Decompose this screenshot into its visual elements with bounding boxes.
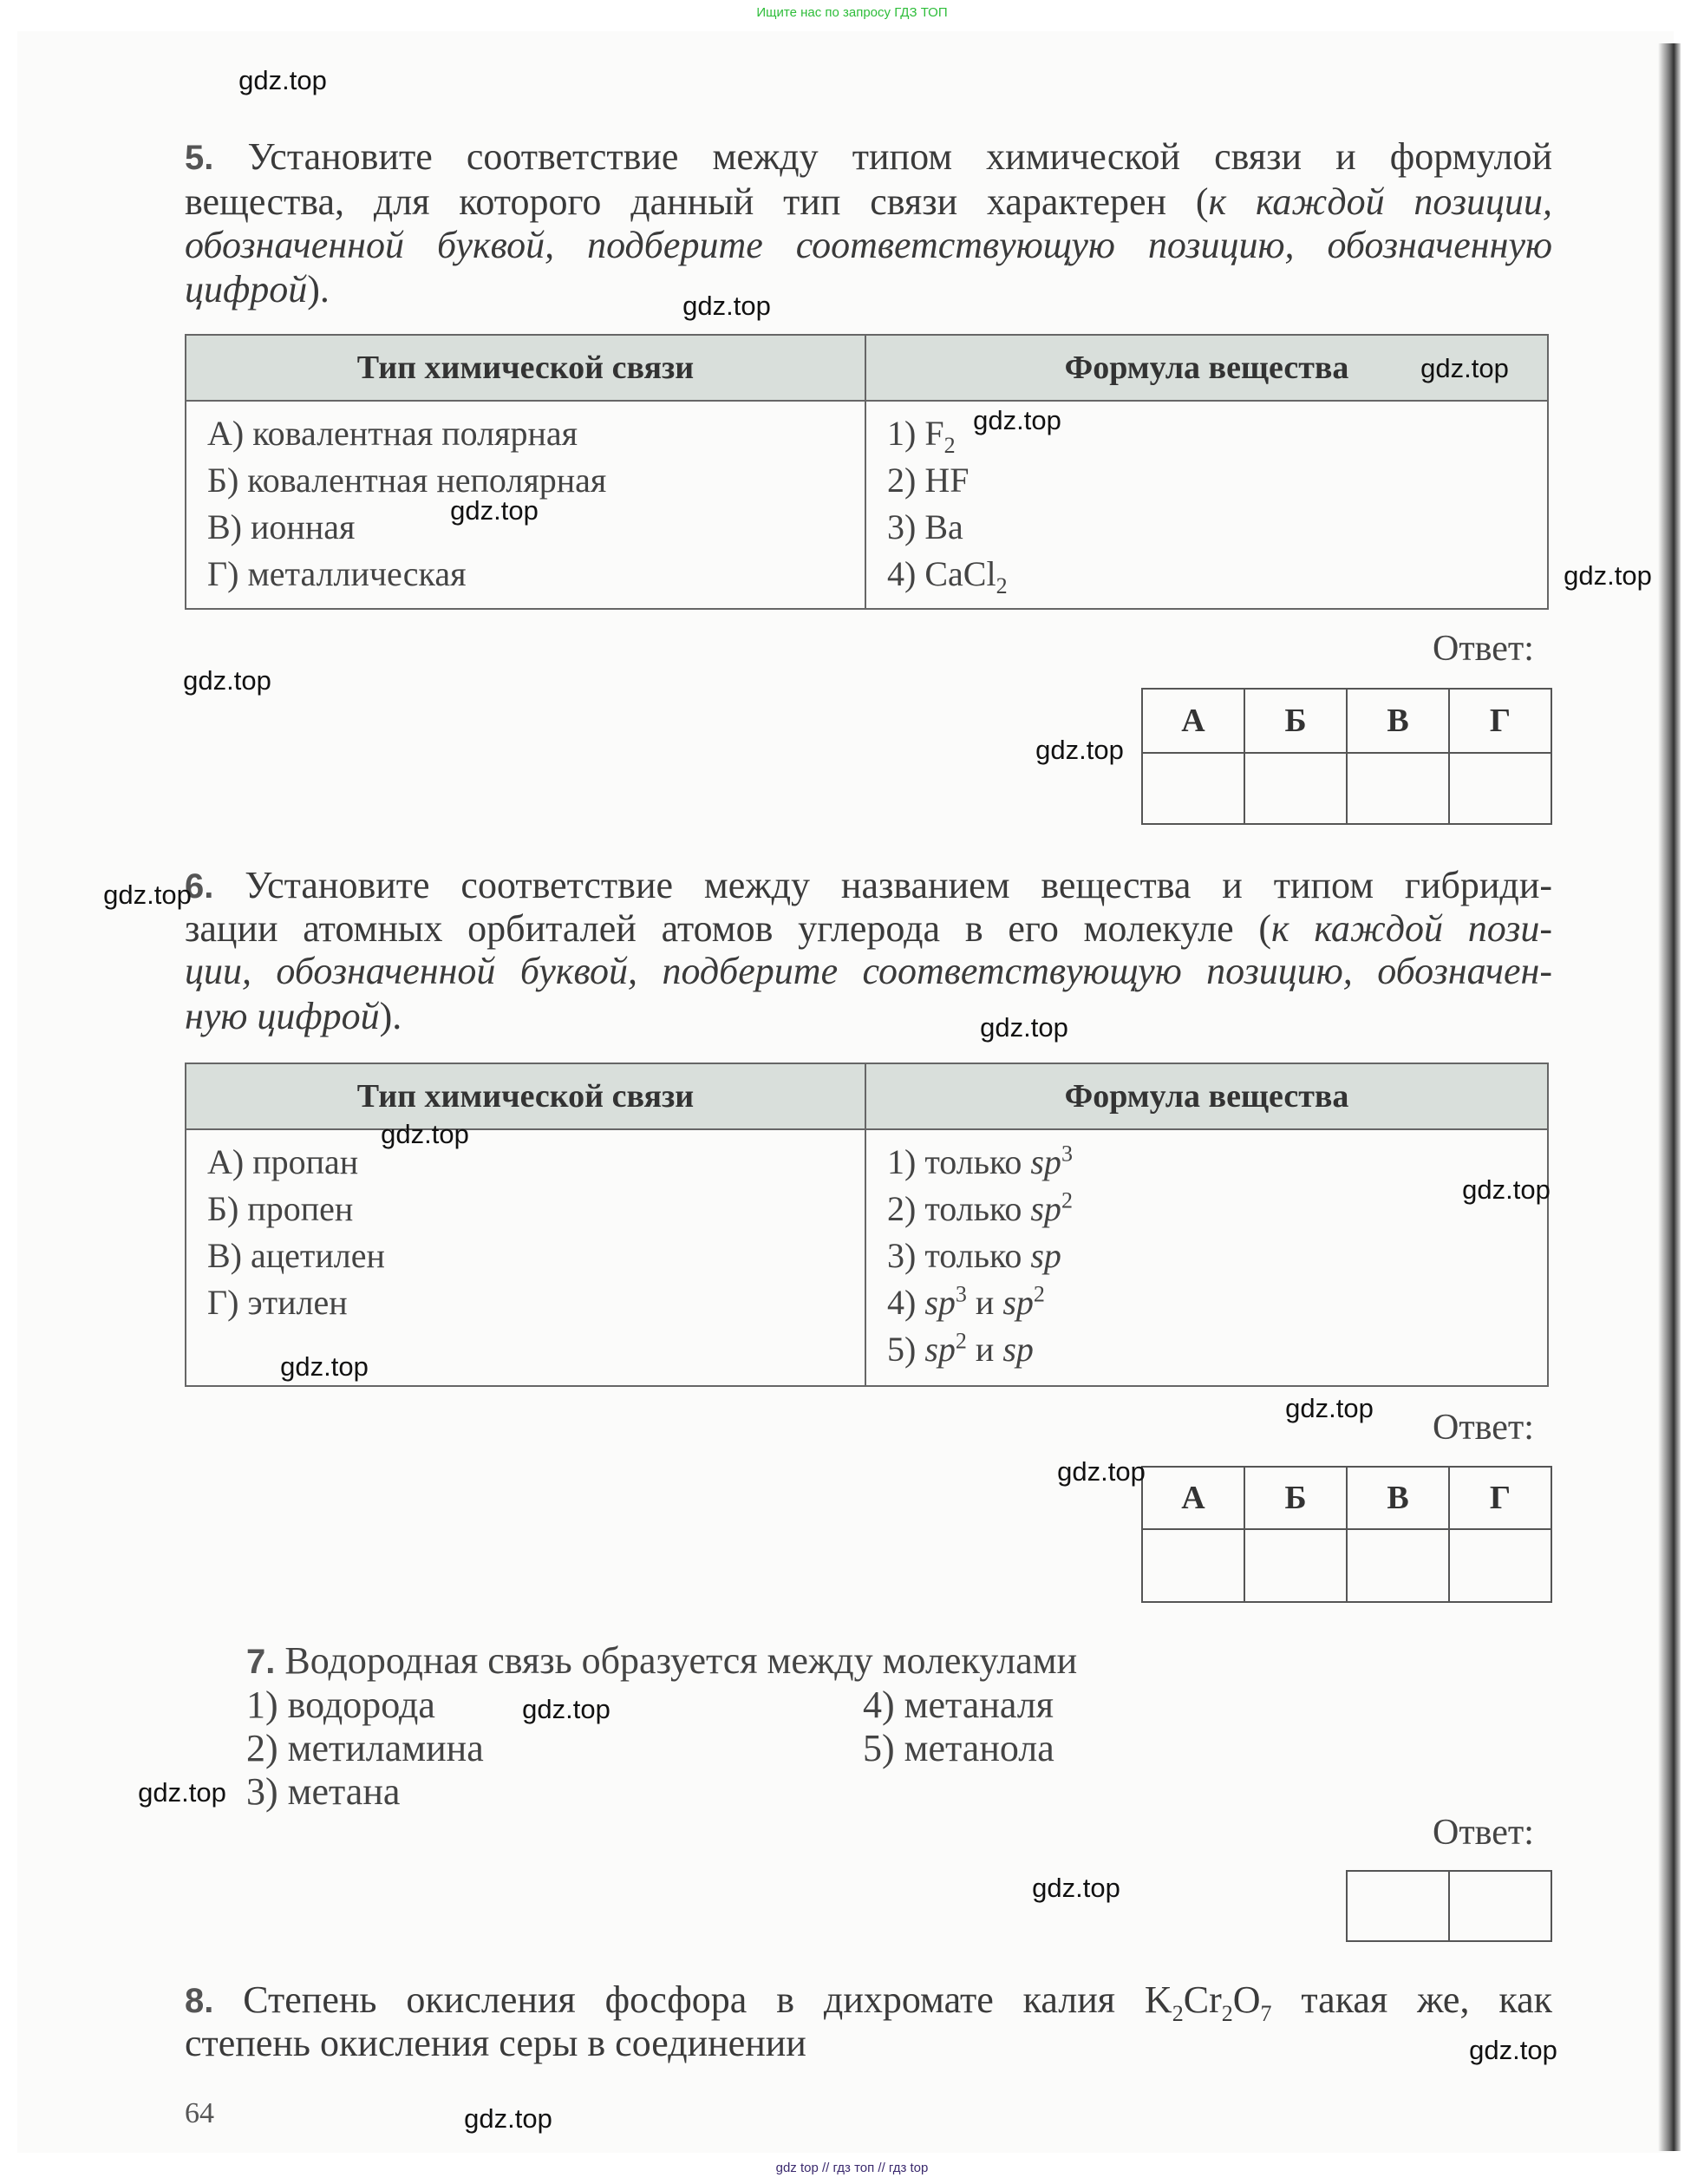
q5-number: 5. [185, 139, 214, 177]
answer-cell[interactable] [1142, 753, 1244, 824]
q5-line-1 [185, 135, 1552, 179]
q7-option: 4) метаналя [863, 1684, 1054, 1726]
q5-line-4 [185, 268, 1552, 311]
q8-line-1 [185, 1978, 1553, 2026]
q5-text: вещества, для которого данный тип связи характерен ( [185, 180, 1209, 223]
grid-header: Г [1449, 689, 1551, 753]
list-item: Г) металлическая [207, 554, 467, 593]
list-item: 5) $sp^2$ и sp [887, 1328, 1034, 1369]
col-header-formula: Формула вещества [865, 335, 1548, 401]
answer-cell[interactable] [1347, 1529, 1449, 1602]
list-item: 4) CaCl$_2$ [887, 554, 1008, 598]
col-header-formula: Формула вещества [865, 1063, 1548, 1129]
answer-cell[interactable] [1244, 1529, 1347, 1602]
list-item: Б) ковалентная неполярная [207, 461, 607, 500]
page-binding-shadow [1658, 43, 1681, 2151]
watermark: gdz.top [1462, 1174, 1551, 1205]
watermark: gdz.top [138, 1777, 226, 1808]
q5-instruction: обозначенной буквой, подберите соответствующую позицию, обозначенную [185, 224, 1552, 266]
watermark: gdz.top [1285, 1393, 1374, 1423]
watermark: gdz.top [103, 879, 192, 910]
watermark: gdz.top [1469, 2035, 1557, 2065]
answer-cell[interactable] [1449, 753, 1551, 824]
answer-label: Ответ: [1433, 629, 1534, 669]
watermark: gdz.top [1564, 560, 1652, 591]
grid-header: А [1142, 689, 1244, 753]
q7-answer-grid [1346, 1870, 1552, 1942]
q5-instruction: цифрой [185, 268, 308, 311]
formulas [865, 401, 1548, 609]
q6-table [185, 1063, 1549, 1387]
answer-cell[interactable] [1449, 1871, 1551, 1941]
answer-label: Ответ: [1433, 1813, 1534, 1853]
watermark: gdz.top [973, 405, 1061, 435]
grid-header: Б [1244, 1467, 1347, 1529]
q5-text: ). [307, 268, 330, 311]
watermark: gdz.top [450, 495, 539, 526]
q7-option: 1) водорода [246, 1684, 435, 1726]
watermark: gdz.top [980, 1012, 1068, 1043]
q7-option: 3) метана [246, 1770, 401, 1813]
list-item: А) пропан [207, 1142, 359, 1181]
list-item: Б) пропен [207, 1189, 354, 1228]
page-number: 64 [185, 2097, 214, 2129]
watermark: gdz.top [1057, 1456, 1146, 1487]
q6-instruction: ную цифрой [185, 995, 380, 1037]
list-item: 1) $F_2$ [887, 414, 956, 458]
col-header-bond-type: Тип химической связи [186, 335, 865, 401]
list-item: А) ковалентная полярная [207, 414, 578, 453]
grid-header: В [1347, 1467, 1449, 1529]
q8-text: Степень окисления фосфора в дихромате калия $K_2Cr_2O_7$ такая же, как [243, 1978, 1553, 2026]
watermark: gdz.top [1035, 735, 1124, 765]
watermark: gdz.top [682, 291, 771, 321]
hybridizations [865, 1129, 1548, 1386]
q6-instruction: ции, обозначенной буквой, подберите соответствующую позицию, обозначен- [185, 950, 1552, 992]
q8-number: 8. [185, 1982, 214, 2020]
q5-table [185, 334, 1549, 610]
list-item: В) ацетилен [207, 1236, 385, 1275]
search-banner[interactable]: Ищите нас по запросу ГДЗ ТОП [756, 5, 948, 20]
q5-answer-grid [1141, 688, 1552, 825]
q6-text: Установите соответствие между названием вещества и типом гибриди- [245, 864, 1553, 906]
watermark: gdz.top [1420, 353, 1509, 383]
answer-cell[interactable] [1449, 1529, 1551, 1602]
watermark: gdz.top [183, 665, 271, 696]
q6-number: 6. [185, 867, 214, 906]
watermark: gdz.top [381, 1119, 469, 1149]
list-item: В) ионная [207, 507, 356, 546]
watermark: gdz.top [238, 65, 327, 95]
q6-line-2 [185, 907, 1552, 951]
q6-line-4 [185, 995, 1552, 1038]
answer-cell[interactable] [1347, 753, 1449, 824]
q6-line-1 [185, 864, 1552, 907]
q7-text: Водородная связь образуется между молекулами [284, 1639, 1078, 1682]
grid-header: В [1347, 689, 1449, 753]
col-header-bond-type: Тип химической связи [186, 1063, 865, 1129]
answer-label: Ответ: [1433, 1408, 1534, 1448]
q5-line-2 [185, 180, 1552, 224]
watermark: gdz.top [280, 1351, 369, 1382]
q7-question [246, 1639, 1077, 1684]
list-item: 1) только $sp^3$ [887, 1141, 1073, 1181]
answer-cell[interactable] [1347, 1871, 1449, 1941]
q5-line-3 [185, 224, 1552, 267]
list-item: 3) Ba [887, 507, 963, 546]
list-item: 4) $sp^3$ и $sp^2$ [887, 1281, 1045, 1322]
q7-number: 7. [246, 1643, 276, 1681]
footer-links[interactable]: gdz top // гдз топ // гдз top [775, 2161, 929, 2175]
q6-text: ). [379, 995, 402, 1037]
list-item: 2) HF [887, 461, 970, 500]
watermark: gdz.top [522, 1694, 610, 1724]
answer-cell[interactable] [1244, 753, 1347, 824]
list-item: 3) только sp [887, 1236, 1061, 1275]
q6-instruction: к каждой пози- [1271, 907, 1552, 950]
substances [186, 1129, 865, 1386]
watermark: gdz.top [464, 2103, 552, 2134]
grid-header: Б [1244, 689, 1347, 753]
q6-line-3 [185, 950, 1552, 993]
watermark: gdz.top [1032, 1873, 1120, 1903]
list-item: 2) только $sp^2$ [887, 1187, 1073, 1228]
q6-text: зации атомных орбиталей атомов углерода в его молекуле ( [185, 907, 1272, 950]
q5-instruction: к каждой позиции, [1208, 180, 1553, 223]
answer-cell[interactable] [1142, 1529, 1244, 1602]
q7-option: 2) метиламина [246, 1727, 484, 1769]
q6-answer-grid [1141, 1466, 1552, 1603]
list-item: Г) этилен [207, 1283, 348, 1322]
q5-text: Установите соответствие между типом химической связи и формулой [247, 135, 1552, 178]
q7-option: 5) метанола [863, 1727, 1054, 1769]
grid-header: Г [1449, 1467, 1551, 1529]
grid-header: А [1142, 1467, 1244, 1529]
q8-line-2: степень окисления серы в соединении [185, 2022, 806, 2064]
